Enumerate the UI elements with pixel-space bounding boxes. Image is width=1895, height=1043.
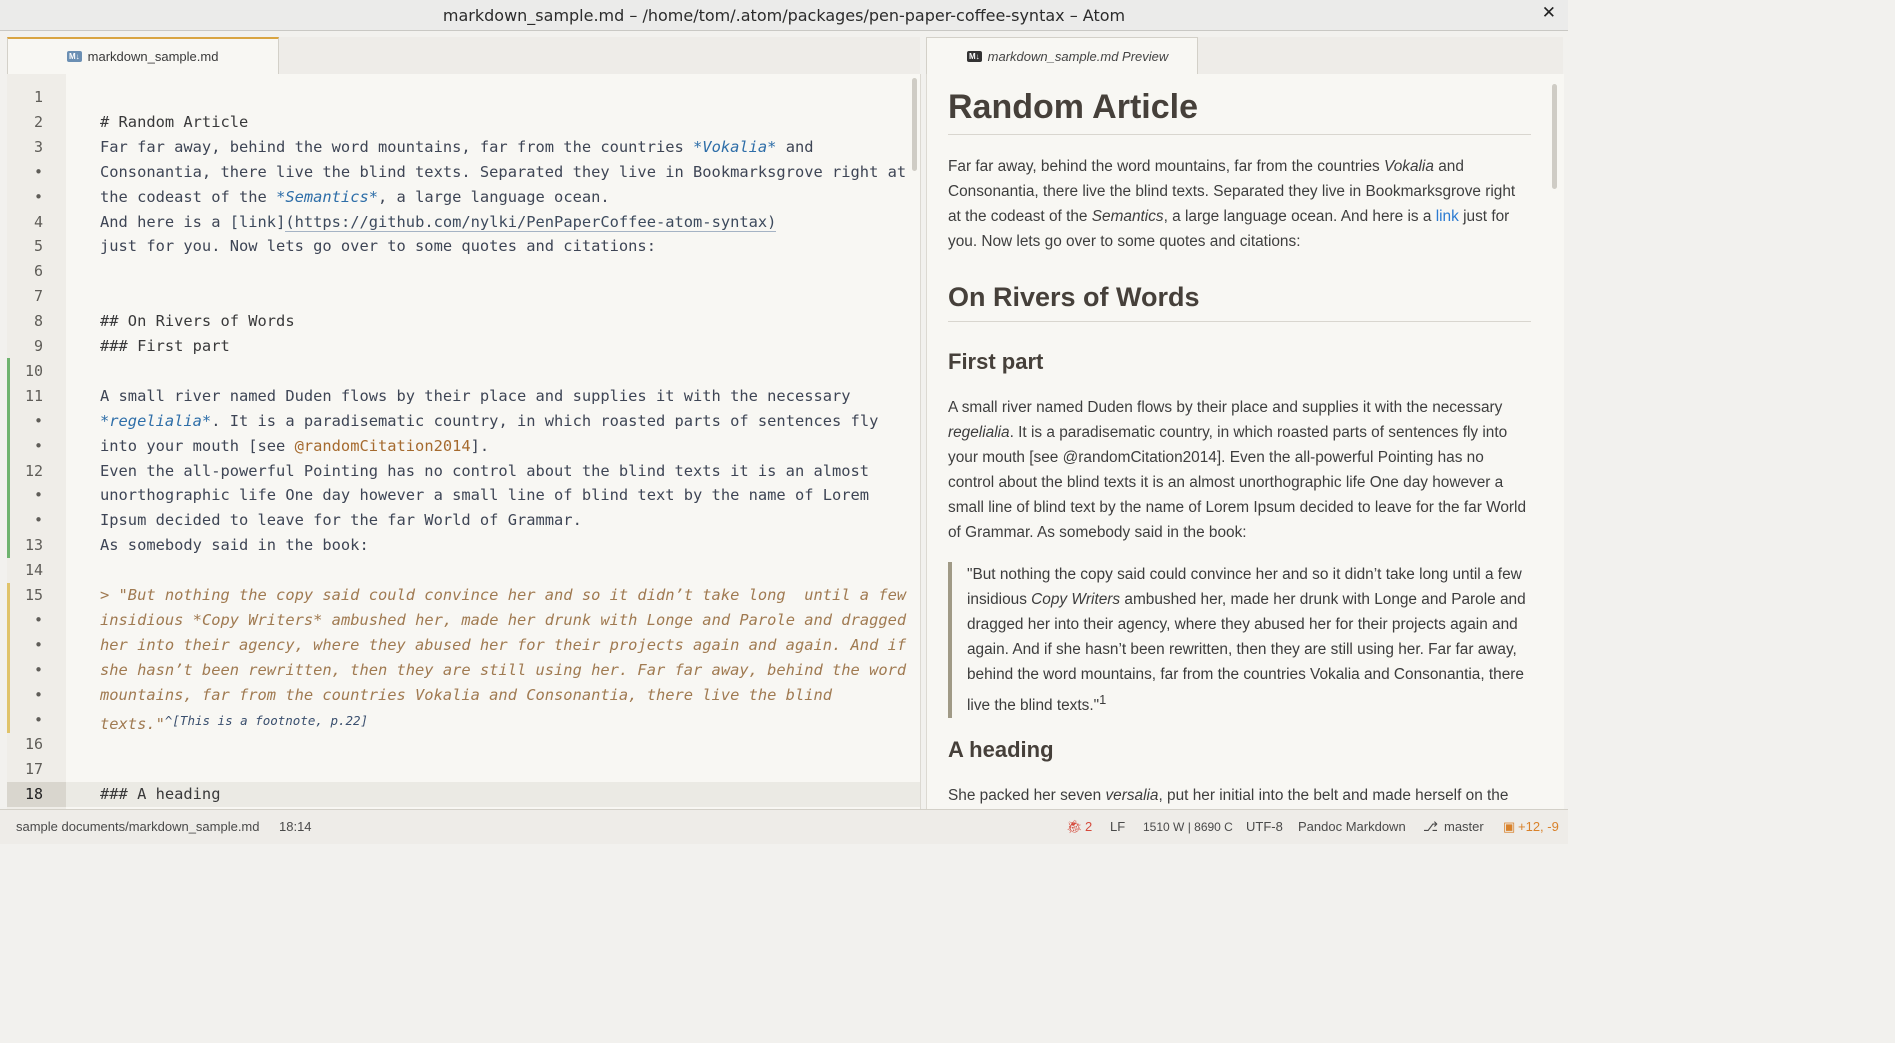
preview-blockquote: "But nothing the copy said could convince her and so it didn’t take long until a few insidious Copy Writers ambushed her, made her drunk with Longe and Parole and dragged her into their agency, where they abused her for their projects again and again. And if she hasn’t been rewritten, then they are still using her. Far far away, behind the word mountains, far from the countries Vokalia and Consonantia, there live the blind texts."$^1$ xyxy=(948,562,1531,718)
editor-line[interactable] xyxy=(7,110,920,135)
footnote-ref[interactable]: 1 xyxy=(1099,692,1107,707)
line-number: • xyxy=(33,411,43,430)
line-text: ## On Rivers of Words xyxy=(100,312,295,331)
bug-icon[interactable]: 🐞︎ xyxy=(1066,819,1083,834)
cursor-position[interactable]: 18:14 xyxy=(279,819,312,834)
line-text: Far far away, behind the word mountains, far from the countries *Vokalia* and xyxy=(100,137,814,156)
line-text: her into their agency, where they abused her for their projects again and again. And if xyxy=(100,635,907,654)
line-number: 12 xyxy=(24,461,43,480)
editor-line[interactable] xyxy=(7,757,920,782)
line-text: she hasn’t been rewritten, then they are still using her. Far far away, behind the word xyxy=(100,660,907,679)
line-text: mountains, far from the countries Vokalia and Consonantia, there live the blind xyxy=(100,685,833,704)
preview-heading-3: First part xyxy=(948,349,1044,374)
line-text: texts."$^{\^{}[This is a footnote, p.22]}$ xyxy=(100,712,369,733)
editor-line[interactable] xyxy=(7,259,920,284)
editor-line[interactable] xyxy=(7,533,920,558)
line-text: # Random Article xyxy=(100,112,249,131)
line-text: And here is a [link](https://github.com/nylki/PenPaperCoffee-atom-syntax) xyxy=(100,212,777,231)
editor-line[interactable] xyxy=(7,558,920,583)
line-number: • xyxy=(33,660,43,679)
line-text: *regelialia*. It is a paradisematic country, in which roasted parts of sentences fly xyxy=(100,411,879,430)
line-text: insidious *Copy Writers* ambushed her, made her drunk with Longe and Parole and dragged xyxy=(100,610,907,629)
tab-markdown-preview[interactable] xyxy=(926,37,1198,74)
divider xyxy=(948,134,1531,135)
editor-line[interactable] xyxy=(7,85,920,110)
preview-tab-bar xyxy=(926,37,1563,75)
line-number: • xyxy=(33,436,43,455)
editor-line[interactable] xyxy=(7,732,920,757)
line-number: • xyxy=(33,685,43,704)
close-icon[interactable]: ✕ xyxy=(1541,3,1556,22)
editor-line[interactable] xyxy=(7,434,920,459)
status-bar xyxy=(0,809,1568,844)
preview-heading-3: A heading xyxy=(948,737,1054,762)
line-text: A small river named Duden flows by their place and supplies it with the necessary xyxy=(100,386,851,405)
preview-heading-1: Random Article xyxy=(948,88,1199,126)
preview-h1-block xyxy=(948,86,1531,135)
line-number: 10 xyxy=(24,361,43,380)
line-text: the codeast of the *Semantics*, a large language ocean. xyxy=(100,187,610,206)
editor-line[interactable] xyxy=(7,160,920,185)
editor-line[interactable] xyxy=(7,185,920,210)
window-title: markdown_sample.md – /home/tom/.atom/packages/pen-paper-coffee-syntax – Atom xyxy=(442,6,1126,25)
line-number: • xyxy=(33,486,43,505)
git-diff-icon: ▣ xyxy=(1503,819,1516,834)
preview-paragraph: Far far away, behind the word mountains, far from the countries Vokalia and Consonantia, there live the blind texts. Separated they live in Bookmarksgrove right at the codeast of the Semantics, a large language ocean. And here is a link just for you. Now lets go over to some quotes and citations: xyxy=(948,158,1516,250)
editor-line[interactable] xyxy=(7,359,920,384)
git-branch-icon: ⎇ xyxy=(1423,819,1438,834)
line-text: Consonantia, there live the blind texts. Separated they live in Bookmarksgrove right at xyxy=(100,162,907,181)
editor-line[interactable] xyxy=(7,708,920,733)
line-text: just for you. Now lets go over to some quotes and citations: xyxy=(100,237,656,256)
editor-line[interactable] xyxy=(7,409,920,434)
editor-line[interactable] xyxy=(7,583,920,608)
editor-line[interactable] xyxy=(7,508,920,533)
line-text: unorthographic life One day however a small line of blind text by the name of Lorem xyxy=(100,486,870,505)
editor-line[interactable] xyxy=(7,334,920,359)
line-number: 18 xyxy=(24,785,43,804)
line-number: 7 xyxy=(33,287,43,306)
divider xyxy=(948,321,1531,322)
line-number: 16 xyxy=(24,735,43,754)
preview-h3-block xyxy=(948,735,1531,765)
editor-line[interactable] xyxy=(7,459,920,484)
line-number: 8 xyxy=(33,312,43,331)
line-number: 14 xyxy=(24,561,43,580)
line-number: • xyxy=(33,635,43,654)
line-text: Even the all-powerful Pointing has no control about the blind texts it is an almost xyxy=(100,461,870,480)
line-number: 5 xyxy=(33,237,43,256)
line-text: into your mouth [see @randomCitation2014]. xyxy=(100,436,490,455)
editor-line[interactable] xyxy=(7,384,920,409)
editor-scrollbar[interactable] xyxy=(912,78,917,171)
line-number: • xyxy=(33,162,43,181)
line-number: 2 xyxy=(33,112,43,131)
line-text: As somebody said in the book: xyxy=(100,536,369,555)
git-modified-marker xyxy=(7,583,10,733)
preview-h2-block xyxy=(948,279,1531,322)
line-text: ### A heading xyxy=(100,785,221,804)
line-number: 4 xyxy=(33,212,43,231)
line-text: Ipsum decided to leave for the far World of Grammar. xyxy=(100,511,582,530)
line-number: • xyxy=(33,710,43,729)
tab-label: markdown_sample.md xyxy=(87,49,219,64)
line-number: 1 xyxy=(33,88,43,106)
preview-paragraph: A small river named Duden flows by their place and supplies it with the necessary regelialia. It is a paradisematic country, in which roasted parts of sentences fly into your mouth [see @randomCitation2014]. Even the all-powerful Pointing has no control about the blind texts it is an almost unorthographic life One day however a small line of blind text by the name of Lorem Ipsum decided to leave for the far World of Grammar. As somebody said in the book: xyxy=(948,399,1527,541)
line-number: 17 xyxy=(24,760,43,779)
title-bar xyxy=(0,0,1568,31)
line-number: 3 xyxy=(33,137,43,156)
editor-line[interactable] xyxy=(7,483,920,508)
text-editor[interactable] xyxy=(7,74,921,809)
line-number: • xyxy=(33,511,43,530)
line-number: 11 xyxy=(24,386,43,405)
line-number: 13 xyxy=(24,536,43,555)
word-count: 1510 W | 8690 C xyxy=(1143,820,1233,834)
editor-line[interactable] xyxy=(7,135,920,160)
markdown-icon: M↓ xyxy=(969,51,980,61)
markdown-icon: M↓ xyxy=(69,52,80,61)
preview-heading-2: On Rivers of Words xyxy=(948,282,1200,312)
editor-line[interactable] xyxy=(7,234,920,259)
line-number: 6 xyxy=(33,262,43,281)
editor-line[interactable] xyxy=(7,782,920,807)
line-number: 15 xyxy=(24,586,43,604)
tab-label: markdown_sample.md Preview xyxy=(987,48,1169,64)
editor-line[interactable] xyxy=(7,683,920,708)
tab-markdown-sample[interactable] xyxy=(7,37,279,74)
editor-line[interactable] xyxy=(7,309,920,334)
preview-scrollbar[interactable] xyxy=(1552,84,1557,189)
issue-count[interactable]: 2 xyxy=(1085,819,1093,834)
preview-paragraph: She packed her seven versalia, put her initial into the belt and made herself on the xyxy=(948,787,1509,804)
editor-line[interactable] xyxy=(7,633,920,658)
editor-line[interactable] xyxy=(7,284,920,309)
editor-tab-bar xyxy=(7,37,920,75)
editor-line[interactable] xyxy=(7,210,920,235)
preview-h3-block xyxy=(948,347,1531,377)
grammar-selector[interactable]: Pandoc Markdown xyxy=(1298,819,1406,834)
encoding[interactable]: UTF-8 xyxy=(1246,819,1283,834)
line-number: 9 xyxy=(33,337,43,355)
editor-line[interactable] xyxy=(7,658,920,683)
git-branch[interactable]: master xyxy=(1444,819,1484,834)
line-text: ### First part xyxy=(100,337,230,355)
git-diff-stats: +12, -9 xyxy=(1518,819,1559,834)
line-text: > "But nothing the copy said could convince her and so it didn’t take long until a few xyxy=(100,586,907,604)
preview-link[interactable]: link xyxy=(1435,208,1459,225)
line-number: • xyxy=(33,187,43,206)
file-path[interactable]: sample documents/markdown_sample.md xyxy=(16,819,260,834)
markdown-preview xyxy=(926,74,1564,809)
line-ending[interactable]: LF xyxy=(1110,819,1126,834)
git-added-marker xyxy=(7,358,10,558)
editor-line[interactable] xyxy=(7,608,920,633)
line-number: • xyxy=(33,610,43,629)
